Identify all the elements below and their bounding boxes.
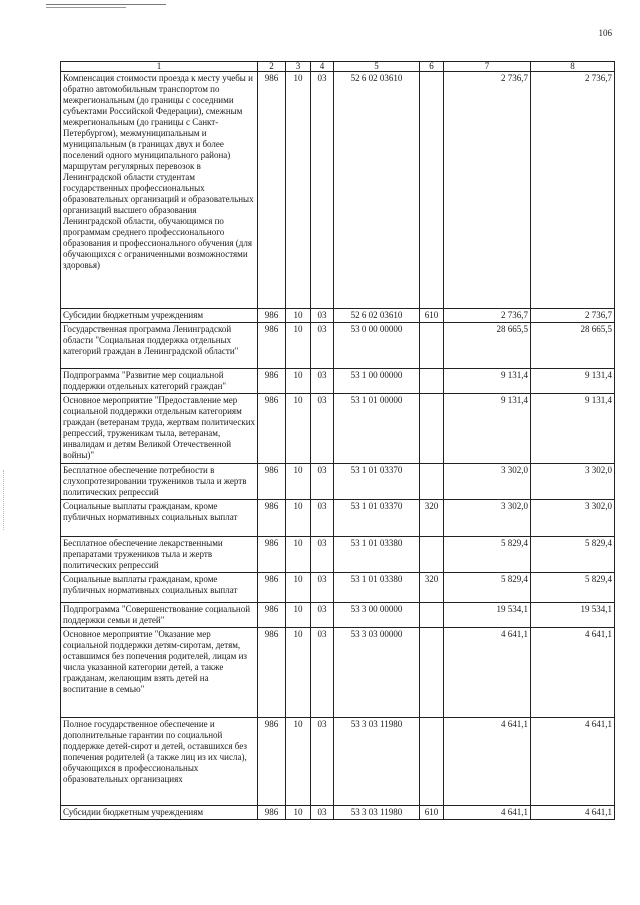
cell-ministry-code: 986 xyxy=(258,464,286,500)
cell-target-article: 53 1 01 03380 xyxy=(334,537,420,573)
cell-amount-col7: 2 736,7 xyxy=(444,309,531,323)
cell-ministry-code: 986 xyxy=(258,537,286,573)
cell-target-article: 53 1 00 00000 xyxy=(334,369,420,394)
table-row xyxy=(61,537,615,573)
cell-section: 10 xyxy=(286,464,311,500)
cell-ministry-code: 986 xyxy=(258,309,286,323)
column-header: 8 xyxy=(531,62,615,72)
table-row xyxy=(61,464,615,500)
row-name: Бесплатное обеспечение лекарственными препаратами тружеников тыла и жертв политических репрессий xyxy=(61,537,258,573)
cell-target-article: 53 1 01 03370 xyxy=(334,464,420,500)
table-row xyxy=(61,806,615,820)
cell-amount-col8: 4 641,1 xyxy=(531,718,615,806)
cell-expense-type xyxy=(420,323,444,369)
cell-amount-col8: 4 641,1 xyxy=(531,806,615,820)
cell-subsection: 03 xyxy=(311,806,334,820)
cell-amount-col7: 3 302,0 xyxy=(444,500,531,537)
column-header: 1 xyxy=(61,62,258,72)
row-name: Социальные выплаты гражданам, кроме публичных нормативных социальных выплат xyxy=(61,500,258,537)
cell-amount-col8: 19 534,1 xyxy=(531,603,615,628)
cell-section: 10 xyxy=(286,806,311,820)
cell-target-article: 53 1 01 00000 xyxy=(334,394,420,464)
table-row xyxy=(61,369,615,394)
row-name: Основное мероприятие "Предоставление мер социальной поддержки отдельным категориям граждан (ветеранам труда, жертвам политических репрессий, труженикам тыла, ветеранам, инвалидам и детям Великой Отечественной войны)" xyxy=(61,394,258,464)
row-name: Подпрограмма "Развитие мер социальной поддержки отдельных категорий граждан" xyxy=(61,369,258,394)
top-rule xyxy=(46,4,166,5)
cell-amount-col8: 3 302,0 xyxy=(531,500,615,537)
table-row xyxy=(61,394,615,464)
cell-section: 10 xyxy=(286,309,311,323)
cell-amount-col7: 19 534,1 xyxy=(444,603,531,628)
row-name: Субсидии бюджетным учреждениям xyxy=(61,806,258,820)
row-name: Подпрограмма "Совершенствование социальной поддержки семьи и детей" xyxy=(61,603,258,628)
cell-subsection: 03 xyxy=(311,500,334,537)
cell-amount-col7: 4 641,1 xyxy=(444,628,531,718)
cell-target-article: 53 0 00 00000 xyxy=(334,323,420,369)
row-name: Субсидии бюджетным учреждениям xyxy=(61,309,258,323)
table-row xyxy=(61,628,615,718)
cell-subsection: 03 xyxy=(311,537,334,573)
cell-ministry-code: 986 xyxy=(258,628,286,718)
cell-amount-col7: 9 131,4 xyxy=(444,394,531,464)
cell-expense-type: 610 xyxy=(420,806,444,820)
cell-amount-col8: 9 131,4 xyxy=(531,369,615,394)
row-name: Компенсация стоимости проезда к месту учебы и обратно автомобильным транспортом по межрегиональным (до границы с соседними субъектами Российской Федерации), смежным межрегиональным (до границы с Санкт-Петербургом), межмуниципальным и муниципальным (в границах двух и более поселений одного муниципального района) маршрутам регулярных перевозок в Ленинградской области студентам государственных профессиональных образовательных организаций и образовательных организаций высшего образования Ленинградской области, обучающимся по программам среднего профессионального образования и профессионального обучения (для обучающихся с ограниченными возможностями здоровья) xyxy=(61,72,258,309)
cell-amount-col8: 5 829,4 xyxy=(531,537,615,573)
cell-ministry-code: 986 xyxy=(258,806,286,820)
cell-amount-col7: 9 131,4 xyxy=(444,369,531,394)
table-row xyxy=(61,323,615,369)
cell-amount-col8: 28 665,5 xyxy=(531,323,615,369)
scan-edge-mark xyxy=(3,470,5,530)
table-row xyxy=(61,72,615,309)
cell-subsection: 03 xyxy=(311,323,334,369)
cell-expense-type: 320 xyxy=(420,500,444,537)
cell-amount-col7: 4 641,1 xyxy=(444,718,531,806)
cell-amount-col7: 2 736,7 xyxy=(444,72,531,309)
cell-expense-type xyxy=(420,603,444,628)
cell-subsection: 03 xyxy=(311,369,334,394)
header-row xyxy=(61,62,615,72)
cell-section: 10 xyxy=(286,72,311,309)
cell-ministry-code: 986 xyxy=(258,369,286,394)
cell-subsection: 03 xyxy=(311,394,334,464)
cell-target-article: 53 1 01 03380 xyxy=(334,573,420,603)
cell-target-article: 53 3 00 00000 xyxy=(334,603,420,628)
cell-target-article: 53 1 01 03370 xyxy=(334,500,420,537)
cell-expense-type xyxy=(420,537,444,573)
cell-amount-col7: 28 665,5 xyxy=(444,323,531,369)
cell-section: 10 xyxy=(286,537,311,573)
cell-section: 10 xyxy=(286,628,311,718)
column-header: 3 xyxy=(286,62,311,72)
cell-subsection: 03 xyxy=(311,464,334,500)
cell-subsection: 03 xyxy=(311,628,334,718)
cell-amount-col7: 3 302,0 xyxy=(444,464,531,500)
cell-subsection: 03 xyxy=(311,718,334,806)
cell-section: 10 xyxy=(286,573,311,603)
cell-amount-col8: 2 736,7 xyxy=(531,72,615,309)
row-name: Полное государственное обеспечение и дополнительные гарантии по социальной поддержке детей-сирот и детей, оставшихся без попечения родителей (а также лиц из их числа), обучающихся в профессиональных образовательных организациях xyxy=(61,718,258,806)
column-header: 2 xyxy=(258,62,286,72)
row-name: Бесплатное обеспечение потребности в слухопротезировании тружеников тыла и жертв политических репрессий xyxy=(61,464,258,500)
row-name: Основное мероприятие "Оказание мер социальной поддержки детям-сиротам, детям, оставшимся без попечения родителей, лицам из числа указанной категории детей, а также гражданам, желающим взять детей на воспитание в семью" xyxy=(61,628,258,718)
cell-target-article: 53 3 03 11980 xyxy=(334,718,420,806)
cell-amount-col8: 3 302,0 xyxy=(531,464,615,500)
cell-target-article: 53 3 03 00000 xyxy=(334,628,420,718)
table-row xyxy=(61,500,615,537)
cell-target-article: 52 6 02 03610 xyxy=(334,309,420,323)
table-row xyxy=(61,309,615,323)
cell-section: 10 xyxy=(286,500,311,537)
cell-section: 10 xyxy=(286,369,311,394)
cell-amount-col8: 9 131,4 xyxy=(531,394,615,464)
cell-subsection: 03 xyxy=(311,603,334,628)
cell-amount-col8: 4 641,1 xyxy=(531,628,615,718)
cell-amount-col8: 5 829,4 xyxy=(531,573,615,603)
cell-subsection: 03 xyxy=(311,72,334,309)
cell-ministry-code: 986 xyxy=(258,603,286,628)
cell-amount-col7: 5 829,4 xyxy=(444,537,531,573)
table-row xyxy=(61,603,615,628)
cell-expense-type xyxy=(420,394,444,464)
cell-ministry-code: 986 xyxy=(258,394,286,464)
cell-section: 10 xyxy=(286,718,311,806)
cell-amount-col7: 5 829,4 xyxy=(444,573,531,603)
table-row xyxy=(61,573,615,603)
row-name: Социальные выплаты гражданам, кроме публичных нормативных социальных выплат xyxy=(61,573,258,603)
cell-amount-col7: 4 641,1 xyxy=(444,806,531,820)
cell-ministry-code: 986 xyxy=(258,500,286,537)
column-header: 7 xyxy=(444,62,531,72)
budget-table xyxy=(60,61,615,820)
cell-subsection: 03 xyxy=(311,309,334,323)
page-number: 106 xyxy=(598,28,612,38)
cell-ministry-code: 986 xyxy=(258,323,286,369)
cell-section: 10 xyxy=(286,394,311,464)
cell-expense-type xyxy=(420,369,444,394)
cell-expense-type xyxy=(420,718,444,806)
cell-expense-type xyxy=(420,72,444,309)
cell-subsection: 03 xyxy=(311,573,334,603)
cell-target-article: 52 6 02 03610 xyxy=(334,72,420,309)
cell-expense-type: 610 xyxy=(420,309,444,323)
cell-section: 10 xyxy=(286,603,311,628)
cell-ministry-code: 986 xyxy=(258,718,286,806)
top-rule-secondary xyxy=(46,7,126,8)
row-name: Государственная программа Ленинградской области "Социальная поддержка отдельных категорий граждан в Ленинградской области" xyxy=(61,323,258,369)
table-body xyxy=(61,62,615,820)
cell-section: 10 xyxy=(286,323,311,369)
cell-target-article: 53 3 03 11980 xyxy=(334,806,420,820)
cell-expense-type xyxy=(420,628,444,718)
table-row xyxy=(61,718,615,806)
cell-ministry-code: 986 xyxy=(258,72,286,309)
cell-amount-col8: 2 736,7 xyxy=(531,309,615,323)
cell-ministry-code: 986 xyxy=(258,573,286,603)
column-header: 6 xyxy=(420,62,444,72)
column-header: 5 xyxy=(334,62,420,72)
cell-expense-type: 320 xyxy=(420,573,444,603)
cell-expense-type xyxy=(420,464,444,500)
column-header: 4 xyxy=(311,62,334,72)
